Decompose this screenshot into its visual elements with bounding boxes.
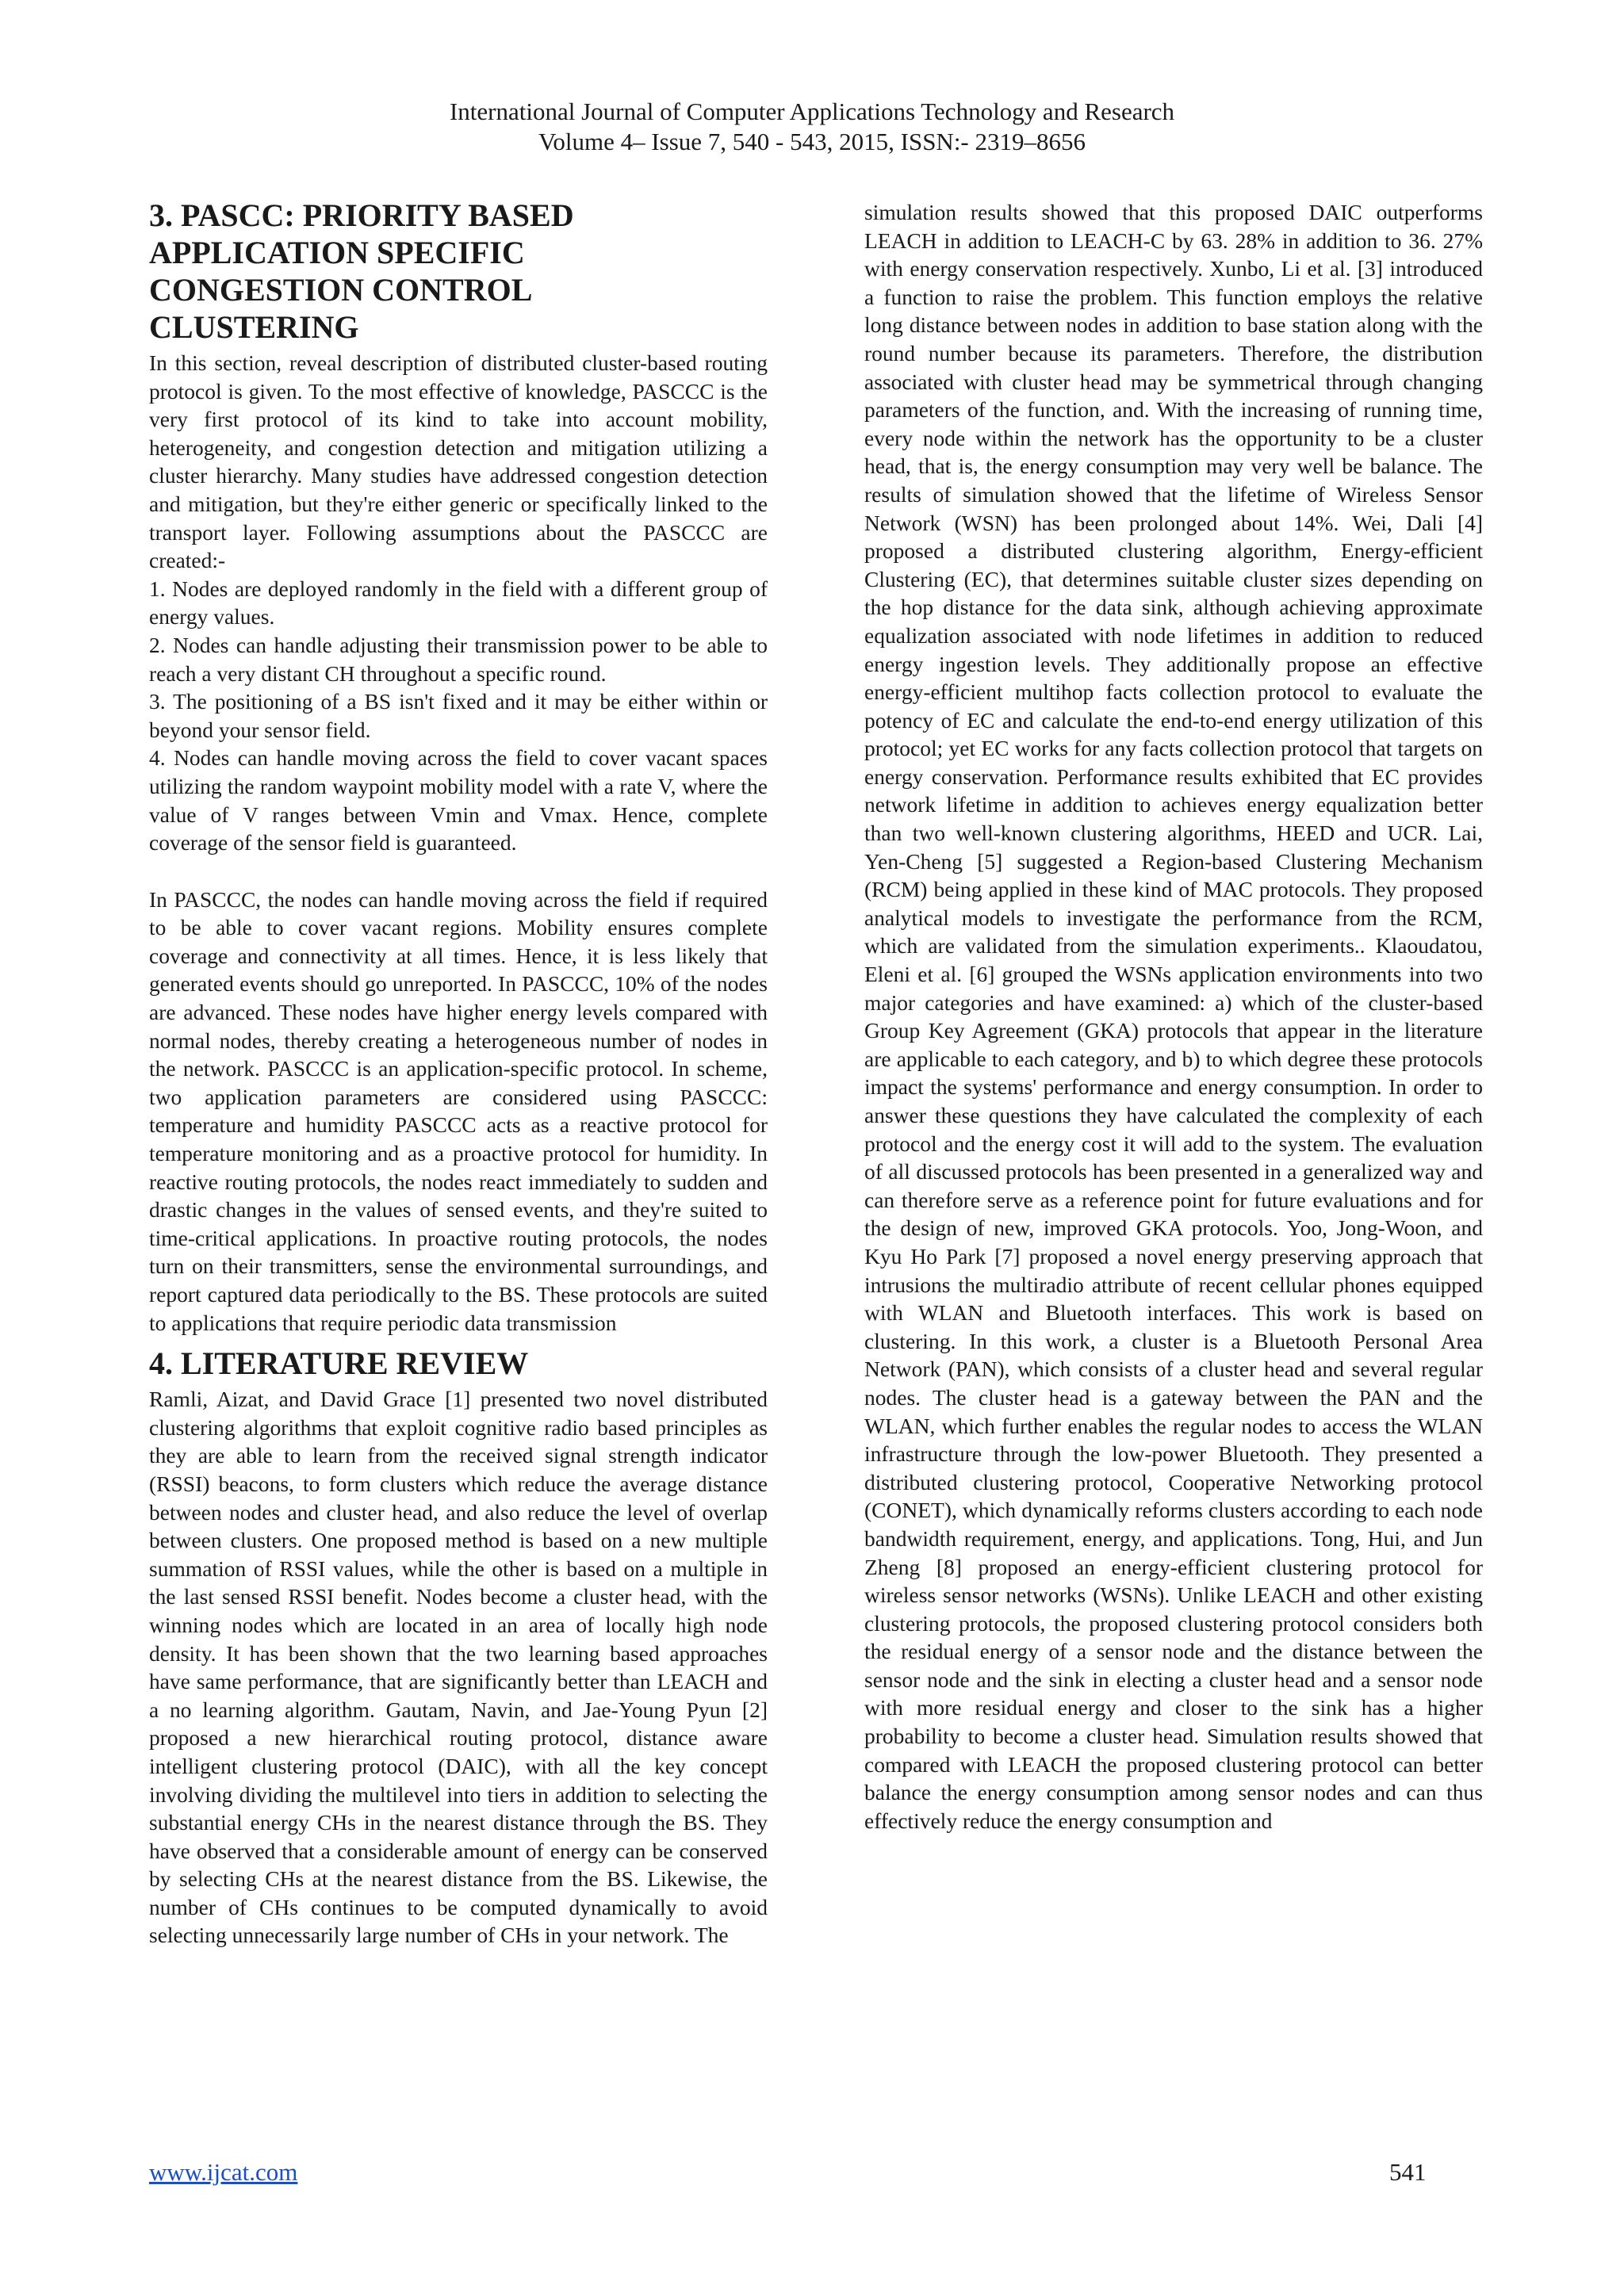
right-column — [864, 198, 1483, 1835]
section-4-heading: 4. LITERATURE REVIEW — [149, 1345, 529, 1382]
journal-header — [0, 97, 1624, 157]
section-4-body-paragraph: Ramli, Aizat, and David Grace [1] presented two novel distributed clustering algorithms that exploit cognitive radio based principles as they are able to learn from the received signal strength indicator (RSSI) beacons, to form clusters which reduce the average distance between nodes and cluster head, and also reduce the level of overlap between clusters. One proposed method is based on a new multiple summation of RSSI values, while the other is based on a multiple in the last sensed RSSI benefit. Nodes become a cluster head, with the winning nodes which are located in an area of locally high node density. It has been shown that the two learning based approaches have same performance, that are significantly better than LEACH and a no learning algorithm. Gautam, Navin, and Jae-Young Pyun [2] proposed a new hierarchical routing protocol, distance aware intelligent clustering protocol (DAIC), with all the key concept involving dividing the multilevel into tiers in addition to selecting the substantial energy CHs in the nearest distance through the BS. They have observed that a considerable amount of energy can be conserved by selecting CHs at the nearest distance from the BS. Likewise, the number of CHs continues to be computed dynamically to avoid selecting unnecessarily large number of CHs in your network. The — [149, 1387, 768, 1948]
assumption-item-1: 1. Nodes are deployed randomly in the field with a different group of energy values. — [149, 576, 768, 629]
paragraph-spacer — [149, 857, 768, 886]
assumption-item-3: 3. The positioning of a BS isn't fixed and it may be either within or beyond your sensor field. — [149, 689, 768, 742]
section-3-intro-paragraph: In this section, reveal description of distributed cluster-based routing protocol is given. To the most effective of knowledge, PASCCC is the very first protocol of its kind to take into account mobility, heterogeneity, and congestion detection and mitigation utilizing a cluster hierarchy. Many studies have addressed congestion detection and mitigation, but they're either generic or specifically linked to the transport layer. Following assumptions about the PASCCC are created:- — [149, 350, 768, 573]
literature-review-continued-paragraph: simulation results showed that this proposed DAIC outperforms LEACH in addition to LEACH-C by 63. 28% in addition to 36. 27% with energy conservation respectively. Xunbo, Li et al. [3] introduced a function to raise the problem. This function employs the relative long distance between nodes in addition to base station along with the round number because its parameters. Therefore, the distribution associated with cluster head may be symmetrical through changing parameters of the function, and. With the increasing of running time, every node within the network has the opportunity to be a cluster head, that is, the energy consumption may very well be balance. The results of simulation showed that the lifetime of Wireless Sensor Network (WSN) has been prolonged about 14%. Wei, Dali [4] proposed a distributed clustering algorithm, Energy-efficient Clustering (EC), that determines suitable cluster sizes depending on the hop distance for the data sink, although achieving approximate equalization associated with node lifetimes in addition to reduced energy ingestion levels. They additionally propose an effective energy-efficient multihop facts collection protocol to evaluate the potency of EC and calculate the end-to-end energy utilization of this protocol; yet EC works for any facts collection protocol that targets on energy conservation. Performance results exhibited that EC provides network lifetime in addition to achieves energy equalization better than two well-known clustering algorithms, HEED and UCR. Lai, Yen-Cheng [5] suggested a Region-based Clustering Mechanism (RCM) being applied in these kind of MAC protocols. They proposed analytical models to investigate the performance from the RCM, which are validated from the simulation experiments.. Klaoudatou, Eleni et al. [6] grouped the WSNs application environments into two major categories and have examined: a) which of the cluster-based Group Key Agreement (GKA) protocols that appear in the literature are applicable to each category, and b) to which degree these protocols impact the systems' performance and energy consumption. In order to answer these questions they have calculated the complexity of each protocol and the energy cost it will add to the system. The evaluation of all discussed protocols has been presented in a generalized way and can therefore serve as a reference point for future evaluations and for the design of new, improved GKA protocols. Yoo, Jong-Woon, and Kyu Ho Park [7] proposed a novel energy preserving approach that intrusions the multiradio attribute of recent cellular phones equipped with WLAN and Bluetooth interfaces. This work is based on clustering. In this work, a cluster is a Bluetooth Personal Area Network (PAN), which consists of a cluster head and several regular nodes. The cluster head is a gateway between the PAN and the WLAN, which further enables the regular nodes to access the WLAN infrastructure through the low-power Bluetooth. They presented a distributed clustering protocol, Cooperative Networking protocol (CONET), which dynamically reforms clusters according to each node bandwidth requirement, energy, and applications. Tong, Hui, and Jun Zheng [8] proposed an energy-efficient clustering protocol for wireless sensor networks (WSNs). Unlike LEACH and other existing clustering protocols, the proposed clustering protocol considers both the residual energy of a sensor node and the distance between the sensor node and the sink in electing a cluster head and a sensor node with more residual energy and closer to the sink has a higher probability to become a cluster head. Simulation results showed that compared with LEACH the proposed clustering protocol can better balance the energy consumption among sensor nodes and can thus effectively reduce the energy consumption and — [864, 200, 1483, 1833]
section-3-body-paragraph: In PASCCC, the nodes can handle moving across the field if required to be able to cover vacant regions. Mobility ensures complete coverage and connectivity at all times. Hence, it is less likely that generated events should go unreported. In PASCCC, 10% of the nodes are advanced. These nodes have higher energy levels compared with normal nodes, thereby creating a heterogeneous number of nodes in the network. PASCCC is an application-specific protocol. In scheme, two application parameters are considered using PASCCC: temperature and humidity PASCCC acts as a reactive protocol for temperature monitoring and as a proactive protocol for humidity. In reactive routing protocols, the nodes react immediately to sudden and drastic changes in the values of sensed events, and they're suited to time-critical applications. In proactive routing protocols, the nodes turn on their transmitters, sense the environmental surroundings, and report captured data periodically to the BS. These protocols are suited to applications that require periodic data transmission — [149, 886, 768, 1335]
journal-website-link[interactable]: www.ijcat.com — [149, 2158, 298, 2186]
section-3-heading: 3. PASCC: PRIORITY BASED APPLICATION SPECIFIC CONGESTION CONTROL CLUSTERING — [149, 197, 574, 345]
page-number: 541 — [1389, 2158, 1427, 2186]
journal-volume-issn: Volume 4– Issue 7, 540 - 543, 2015, ISSN:- 2319–8656 — [538, 128, 1086, 155]
assumption-item-4: 4. Nodes can handle moving across the field to cover vacant spaces utilizing the random waypoint mobility model with a rate V, where the value of V ranges between Vmin and Vmax. Hence, complete coverage of the sensor field is guaranteed. — [149, 745, 768, 855]
journal-title: International Journal of Computer Applications Technology and Research — [449, 98, 1175, 125]
left-column — [149, 197, 768, 1950]
assumption-item-2: 2. Nodes can handle adjusting their transmission power to be able to reach a very distant CH throughout a specific round. — [149, 632, 768, 686]
